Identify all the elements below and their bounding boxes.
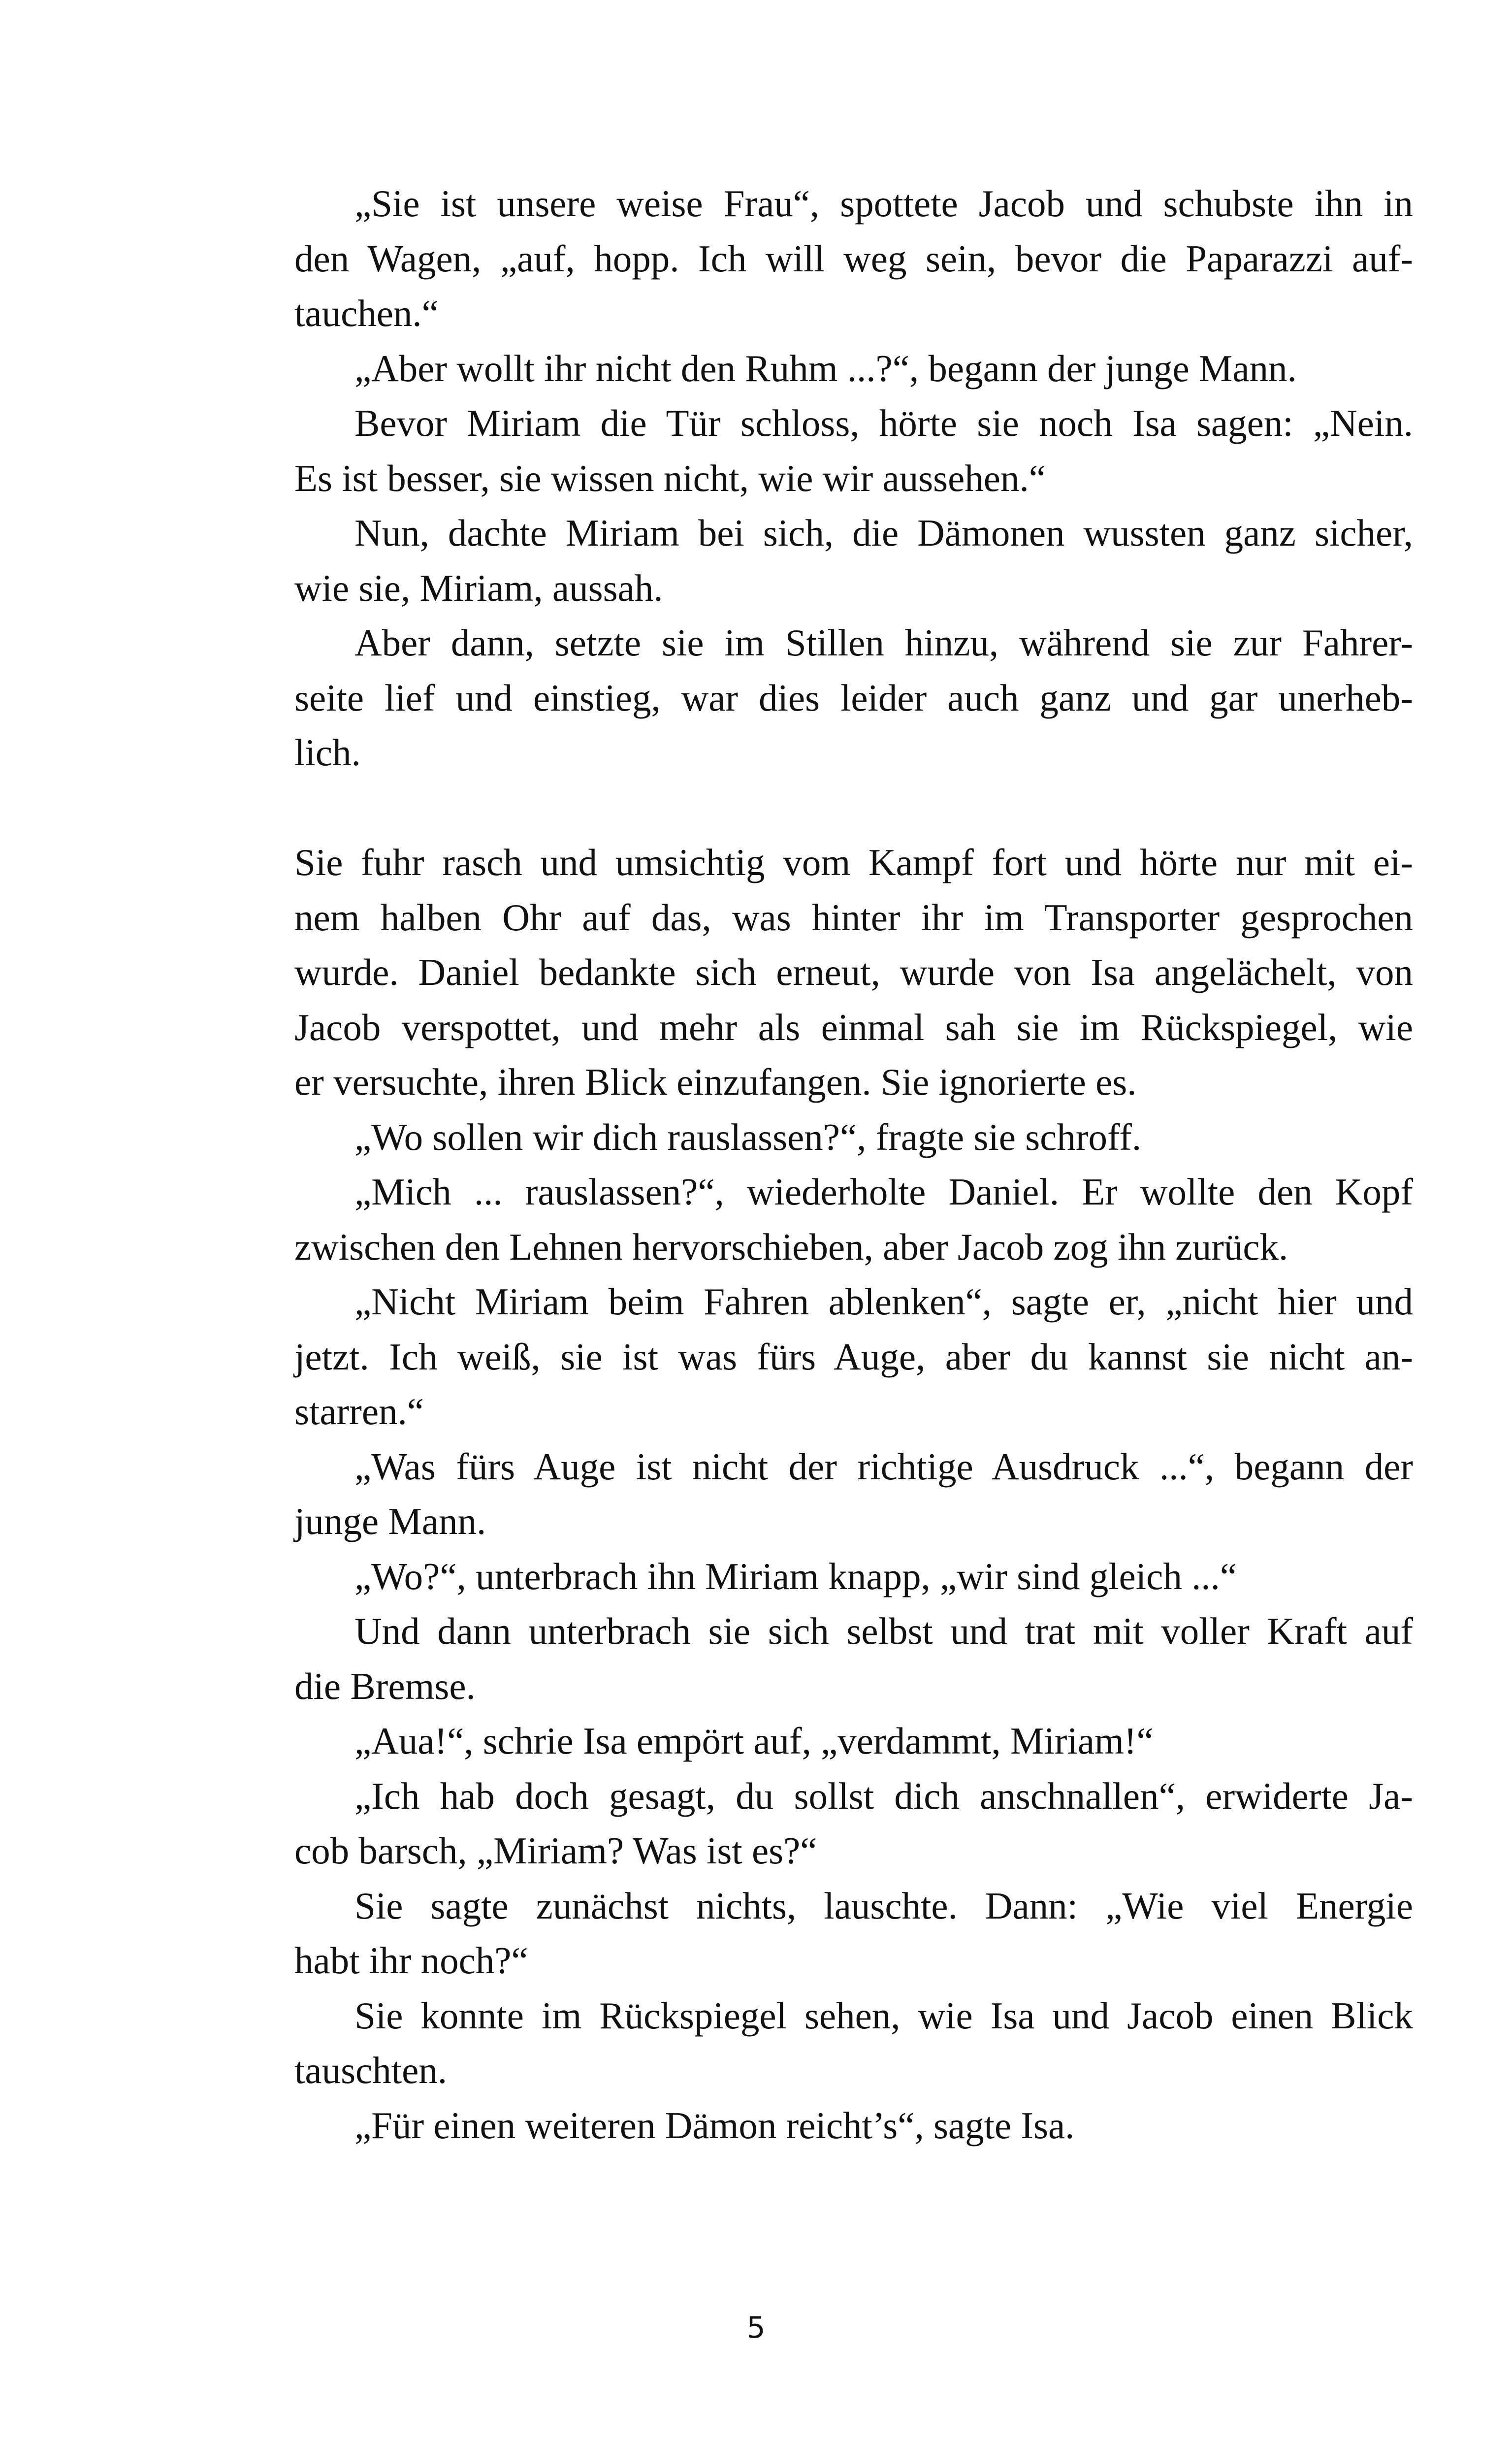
text-line: cob barsch, „Miriam? Was ist es?“: [294, 1829, 817, 1872]
text-line: Und dann unterbrach sie sich selbst und trat mit voller Kraft auf: [354, 1610, 1413, 1652]
text-line: Jacob verspottet, und mehr als einmal sah sie im Rückspiegel, wie: [294, 1006, 1413, 1048]
text-line: tauschten.: [294, 2049, 448, 2091]
text-line: „Was fürs Auge ist nicht der richtige Ausdruck ...“, begann der: [354, 1445, 1413, 1488]
text-line: die Bremse.: [294, 1664, 476, 1707]
text-line: Nun, dachte Miriam bei sich, die Dämonen wussten ganz sicher,: [354, 512, 1413, 554]
text-line: „Aua!“, schrie Isa empört auf, „verdammt, Miriam!“: [354, 1720, 1154, 1762]
text-line: wurde. Daniel bedankte sich erneut, wurde von Isa angelächelt, von: [294, 951, 1413, 993]
text-line: den Wagen, „auf, hopp. Ich will weg sein, bevor die Paparazzi auf-: [294, 237, 1413, 280]
text-line: junge Mann.: [294, 1500, 486, 1542]
text-line: „Aber wollt ihr nicht den Ruhm ...?“, begann der junge Mann.: [354, 347, 1297, 390]
page-number: 5: [746, 2311, 766, 2345]
text-line: lich.: [294, 731, 361, 774]
text-line: Bevor Miriam die Tür schloss, hörte sie noch Isa sagen: „Nein.: [354, 402, 1413, 444]
text-line: „Sie ist unsere weise Frau“, spottete Jacob und schubste ihn in: [354, 182, 1413, 225]
text-line: wie sie, Miriam, aussah.: [294, 566, 663, 609]
text-line: „Für einen weiteren Dämon reicht’s“, sagte Isa.: [354, 2104, 1075, 2147]
text-line: „Ich hab doch gesagt, du sollst dich anschnallen“, erwiderte Ja-: [354, 1774, 1413, 1817]
text-line: er versuchte, ihren Blick einzufangen. Sie ignorierte es.: [294, 1061, 1137, 1103]
text-line: Es ist besser, sie wissen nicht, wie wir aussehen.“: [294, 456, 1046, 499]
text-line: tauchen.“: [294, 292, 439, 334]
text-line: „Mich ... rauslassen?“, wiederholte Daniel. Er wollte den Kopf: [354, 1171, 1413, 1213]
body-text: [294, 176, 1413, 2153]
text-line: nem halben Ohr auf das, was hinter ihr im Transporter gesprochen: [294, 896, 1413, 939]
text-line: Aber dann, setzte sie im Stillen hinzu, während sie zur Fahrer-: [354, 621, 1413, 664]
text-line: jetzt. Ich weiß, sie ist was fürs Auge, aber du kannst sie nicht an-: [294, 1335, 1413, 1378]
text-line: „Wo?“, unterbrach ihn Miriam knapp, „wir sind gleich ...“: [354, 1555, 1237, 1597]
text-line: habt ihr noch?“: [294, 1939, 528, 1982]
paragraph-break: [294, 781, 1413, 836]
text-line: Sie fuhr rasch und umsichtig vom Kampf fort und hörte nur mit ei-: [294, 841, 1413, 883]
text-line: „Wo sollen wir dich rauslassen?“, fragte sie schroff.: [354, 1115, 1142, 1158]
text-line: Sie sagte zunächst nichts, lauschte. Dann: „Wie viel Energie: [354, 1884, 1413, 1927]
text-line: zwischen den Lehnen hervorschieben, aber Jacob zog ihn zurück.: [294, 1225, 1288, 1268]
text-line: starren.“: [294, 1390, 424, 1433]
text-line: „Nicht Miriam beim Fahren ablenken“, sagte er, „nicht hier und: [354, 1280, 1413, 1323]
text-line: Sie konnte im Rückspiegel sehen, wie Isa und Jacob einen Blick: [354, 1994, 1413, 2037]
text-line: seite lief und einstieg, war dies leider auch ganz und gar unerheb-: [294, 676, 1413, 719]
